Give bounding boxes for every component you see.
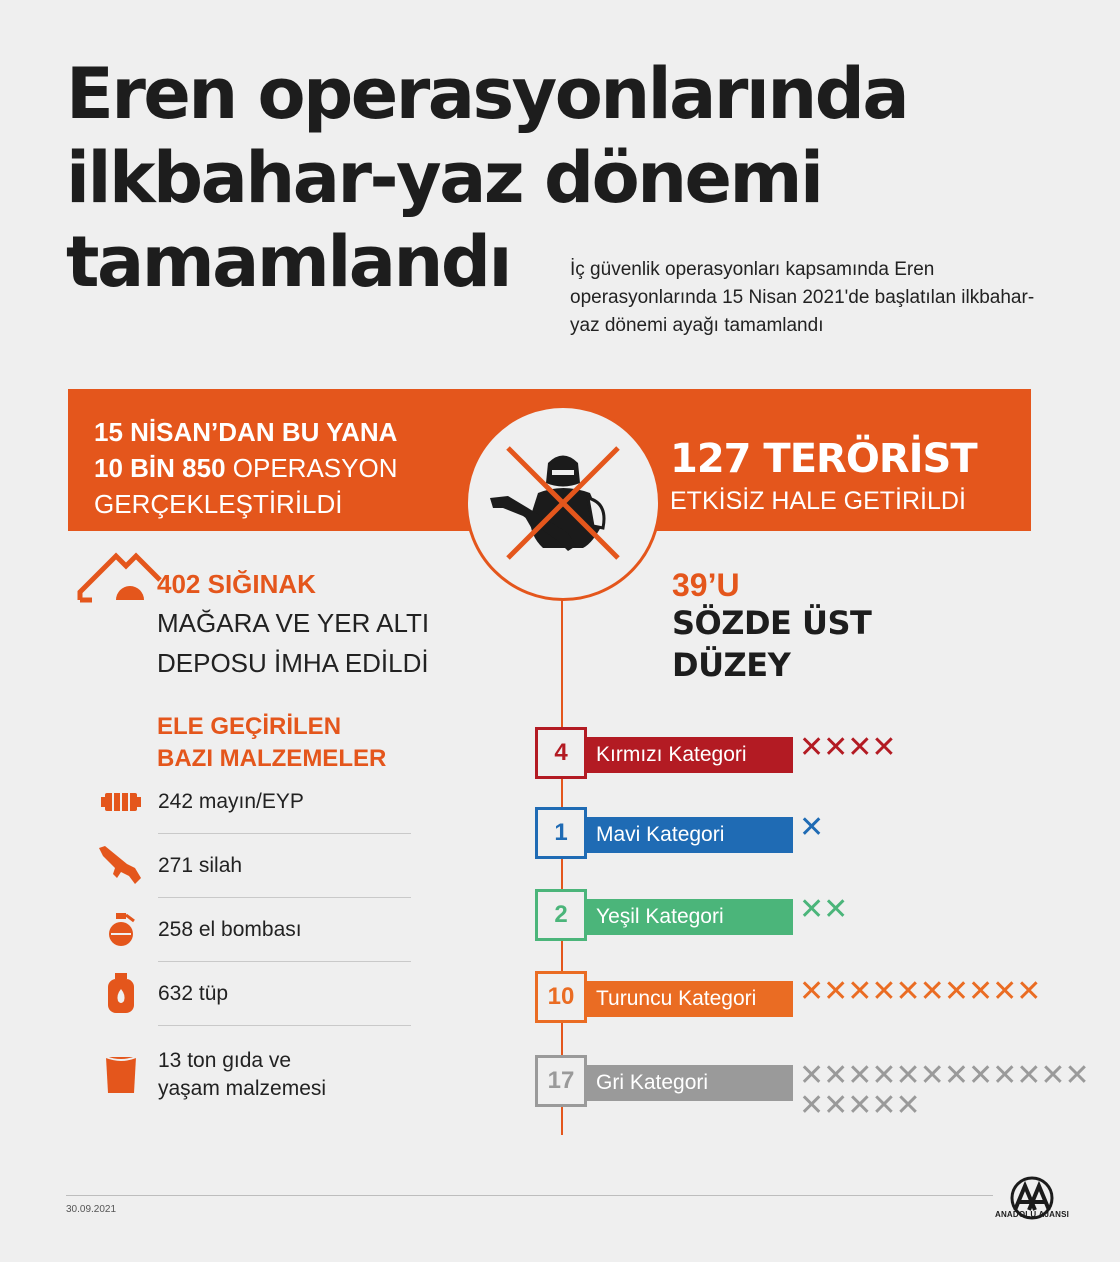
masked-gunman-icon: [468, 408, 658, 598]
category-label: Turuncu Kategori: [584, 981, 793, 1017]
divider: [158, 1025, 411, 1026]
gas-cylinder-icon: [96, 962, 146, 1026]
item-label: 271 silah: [158, 854, 243, 877]
list-item: [96, 962, 411, 1026]
category-label: Gri Kategori: [584, 1065, 793, 1101]
mountain-cave-icon: [76, 548, 162, 604]
seized-heading-line-2: BAZI MALZEMELER: [157, 745, 387, 772]
item-label: [158, 1040, 326, 1110]
operations-word: OPERASYON: [225, 453, 398, 483]
item-label: 258 el bombası: [158, 918, 302, 941]
neutralized-label: ETKİSİZ HALE GETİRİLDİ: [670, 487, 966, 515]
category-count: 10: [535, 971, 587, 1023]
category-label: Kırmızı Kategori: [584, 737, 793, 773]
category-cross-marks: ✕✕✕✕✕✕✕✕✕✕: [799, 974, 1041, 1009]
title-line: tamamlandı: [66, 221, 510, 303]
category-row: [535, 1055, 1095, 1135]
terrorist-crossed-icon: [465, 405, 661, 601]
category-row: [535, 727, 1095, 779]
category-label: Yeşil Kategori: [584, 899, 793, 935]
food-sack-icon: [96, 1040, 146, 1110]
leaders-line-2: DÜZEY: [672, 646, 791, 684]
category-cross-marks: ✕: [799, 810, 824, 845]
category-row: [535, 807, 1095, 859]
category-row: [535, 889, 1095, 941]
operations-line-1: 15 NİSAN’DAN BU YANA: [94, 417, 398, 447]
grenade-icon: [96, 898, 146, 962]
category-cross-marks: ✕✕✕✕✕✕✕✕✕✕✕✕✕✕✕✕✕: [799, 1058, 1089, 1123]
item-label-line-2: yaşam malzemesi: [158, 1077, 327, 1100]
subtitle: İç güvenlik operasyonları kapsamında Eren operasyonlarında 15 Nisan 2021'de başlatılan ilkbahar-yaz dönemi ayağı tamamlandı: [570, 259, 1035, 336]
list-item: [96, 770, 411, 834]
item-label-line-1: 13 ton gıda ve: [158, 1049, 292, 1072]
shelter-line-2: DEPOSU İMHA EDİLDİ: [157, 648, 429, 678]
category-count: 17: [535, 1055, 587, 1107]
leaders-count: 39’U: [672, 567, 740, 603]
neutralized-stat: [670, 434, 1010, 518]
category-cross-marks: ✕✕✕✕: [799, 730, 896, 765]
seized-heading-line-1: ELE GEÇİRİLEN: [157, 713, 342, 740]
title-line: ilkbahar-yaz dönemi: [66, 137, 822, 219]
title-line: Eren operasyonlarında: [66, 53, 908, 135]
category-count: 2: [535, 889, 587, 941]
shelter-count: 402 SIĞINAK: [157, 569, 316, 599]
item-label: 632 tüp: [158, 982, 229, 1005]
operations-line-2: [94, 450, 454, 486]
category-row: [535, 971, 1095, 1023]
category-label: Mavi Kategori: [584, 817, 793, 853]
list-item: [96, 898, 411, 962]
leaders-line-1: SÖZDE ÜST: [672, 604, 872, 642]
shelter-stat: [157, 565, 487, 683]
category-count: 1: [535, 807, 587, 859]
leaders-label: [672, 602, 871, 686]
footer-divider: [66, 1195, 993, 1196]
list-item: [96, 1040, 411, 1110]
seized-heading: [157, 711, 386, 775]
mine-icon: [96, 770, 146, 834]
shelter-line-1: MAĞARA VE YER ALTI: [157, 608, 430, 638]
category-count: 4: [535, 727, 587, 779]
item-label: 242 mayın/EYP: [158, 790, 304, 813]
rifle-icon: [96, 834, 146, 898]
operations-line-3: GERÇEKLEŞTİRİLDİ: [94, 489, 343, 519]
operations-stat: [94, 414, 454, 522]
list-item: [96, 834, 411, 898]
publish-date: 30.09.2021: [66, 1204, 117, 1215]
category-cross-marks: ✕✕: [799, 892, 848, 927]
operations-count: 10 BİN 850: [94, 453, 226, 483]
agency-name: ANADOLU AJANSI: [994, 1210, 1070, 1219]
neutralized-count: 127 TERÖRİST: [670, 436, 977, 482]
